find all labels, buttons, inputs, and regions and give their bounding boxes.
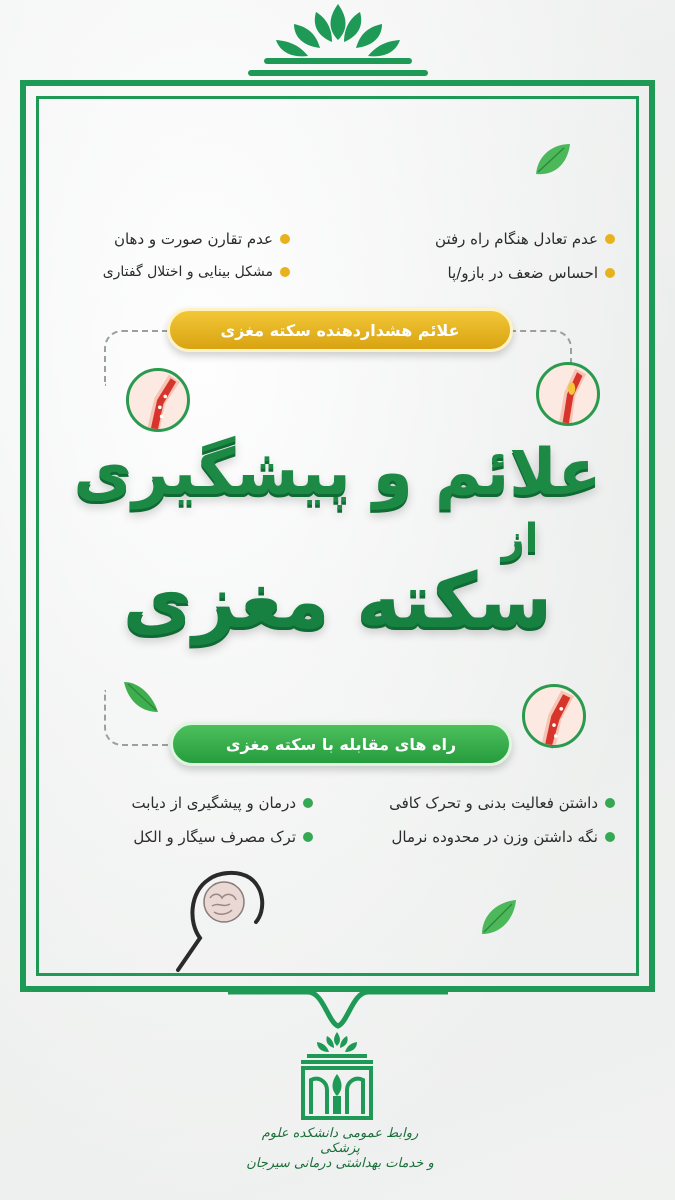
symptom-item (448, 264, 615, 282)
title-line-1: علائم و پیشگیری (73, 436, 602, 510)
bullet-dot (303, 832, 313, 842)
prevention-item (133, 828, 313, 846)
prevention-heading-pill (170, 722, 512, 766)
university-logo-icon (293, 1030, 381, 1120)
prevention-text: نگه داشتن وزن در محدوده نرمال (391, 828, 598, 846)
prevention-text: ترک مصرف سیگار و الکل (133, 828, 296, 846)
vessel-icon (522, 684, 586, 748)
ornament-icon (228, 0, 448, 90)
leaf-icon (532, 140, 572, 180)
leaf-icon (478, 898, 518, 938)
bullet-dot (605, 268, 615, 278)
prevention-text: داشتن فعالیت بدنی و تحرک کافی (389, 794, 598, 812)
symptoms-heading-pill (167, 308, 513, 352)
symptom-item (435, 230, 615, 248)
vessel-icon (126, 368, 190, 432)
ornament-icon (228, 982, 448, 1032)
symptom-text: مشکل بینایی و اختلال گفتاری (102, 264, 273, 280)
prevention-item (392, 828, 615, 846)
bullet-dot (280, 267, 290, 277)
bullet-dot (605, 832, 615, 842)
stethoscope-icon (168, 862, 278, 974)
brain-icon (204, 882, 244, 922)
bullet-dot (303, 798, 313, 808)
symptom-text: عدم تعادل هنگام راه رفتن (435, 230, 598, 248)
bullet-dot (605, 798, 615, 808)
footer-line-2: و خدمات بهداشتی درمانی سیرجان (246, 1156, 434, 1171)
dashed-connector (104, 690, 174, 746)
vessel-icon (536, 362, 600, 426)
bullet-dot (605, 234, 615, 244)
symptom-item (103, 264, 290, 280)
title-line-3: سکته مغزی (122, 556, 553, 645)
prevention-heading: راه های مقابله با سکته مغزی (225, 734, 457, 754)
prevention-item (389, 794, 615, 812)
title-line-2: از (501, 516, 539, 562)
symptom-text: عدم تقارن صورت و دهان (113, 230, 273, 248)
symptom-text: احساس ضعف در بازو/پا (447, 264, 598, 282)
bullet-dot (280, 234, 290, 244)
prevention-item (131, 794, 313, 812)
footer-line-1: روابط عمومی دانشکده علوم پزشکی (261, 1126, 419, 1156)
symptom-item (114, 230, 290, 248)
prevention-text: درمان و پیشگیری از دیابت (131, 794, 296, 812)
symptoms-heading: علائم هشداردهنده سکته مغزی (220, 320, 460, 340)
